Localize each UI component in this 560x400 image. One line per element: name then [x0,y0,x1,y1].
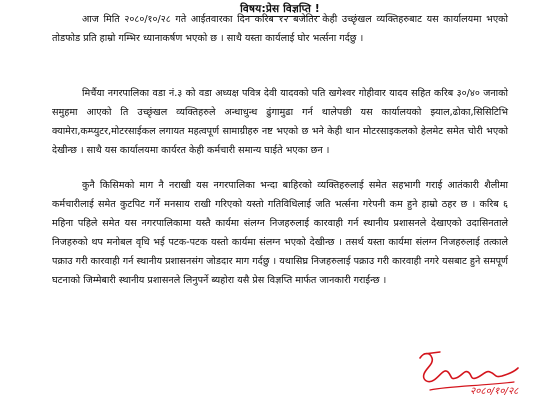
subject-text: विषय:प्रेस विज्ञप्ति ! [240,3,320,15]
paragraph-3 [52,176,508,290]
paragraph-1 [52,10,508,48]
paragraph-1-text: आज मिति २०८०/१०/२८ गते आईतवारका दिन करिब १२ बजेतिर केही उच्छृंखल व्यक्तिहरुबाट यस कार्यालयमा भएको तोडफोड प्रति हाम्रो गम्भिर ध्यानाकर्षण भएको छ । साथै यस्ता कार्यलाई घोर भर्त्सना गर्दछु । [52,14,508,44]
paragraph-3-text: कुनै किसिमको माग नै नराखी यस नगरपालिका भन्दा बाहिरको व्यक्तिहरुलाई समेत सहभागी गराई आतंकारी शैलीमा कर्मचारीलाई समेत कुटपिट गर्ने मनसाय राखी गरिएको यस्तो गतिविधिलाई जति भर्त्सना गरेपनी कम हुने हाम्रो ठहर छ । करिब ६ महिना पहिले समेत यस नगरपालिकामा यस्तै कार्यमा संलग्न निजहरुलाई कारवाही गर्न स्थानीय प्रशासनले देखाएको उदासिनताले निजहरुको थप मनोबल वृधि भई पटक-पटक यस्तो कार्यमा संलग्न भएको देखीन्छ । तसर्थ यस्ता कार्यमा संलग्न निजहरुलाई तत्काले पक्राउ गरी कारवाही गर्न स्थानीय प्रशासनसंग जोडदार माग गर्दछु । यथासिघ्र निजहरुलाई पक्राउ गरी कारवाही नगरे यसबाट हुने समपूर्ण घटनाको जिम्मेबारी स्थानीय प्रशासनले लिनुपर्ने ब्यहोरा यसै प्रेस विज्ञप्ति मार्फत जानकारी गराईन्छ । [52,180,508,286]
paragraph-2 [52,84,508,160]
handwritten-signature [410,350,520,398]
signature-date: २०८०/१०/२८ [470,386,519,397]
paragraph-2-text: मिर्चैया नगरपालिका वडा नं.३ को वडा अध्यक्ष पवित्र देवी यादवको पति खगेश्वर गोहीवार यादव सहित करिब ३०/४० जनाको समुहमा आएको ति उच्छृंखल व्यक्तिहरुले अन्धाधुन्ध ढुंगामुढा गर्न थालेपछी यस कार्यालयको झ्याल,ढोका,सिसिटिभि क्यामेरा,कम्प्युटर,मोटरसाईकल लगायत महत्वपूर्ण सामाग्रीहरु नष्ट भएको छ भने केही थान मोटरसाइकलको हेलमेट समेत चोरी भएको देखीन्छ । साथै यस कार्यालयमा कार्यरत केही कर्मचारी समान्य घाईते भएका छन । [52,88,508,156]
